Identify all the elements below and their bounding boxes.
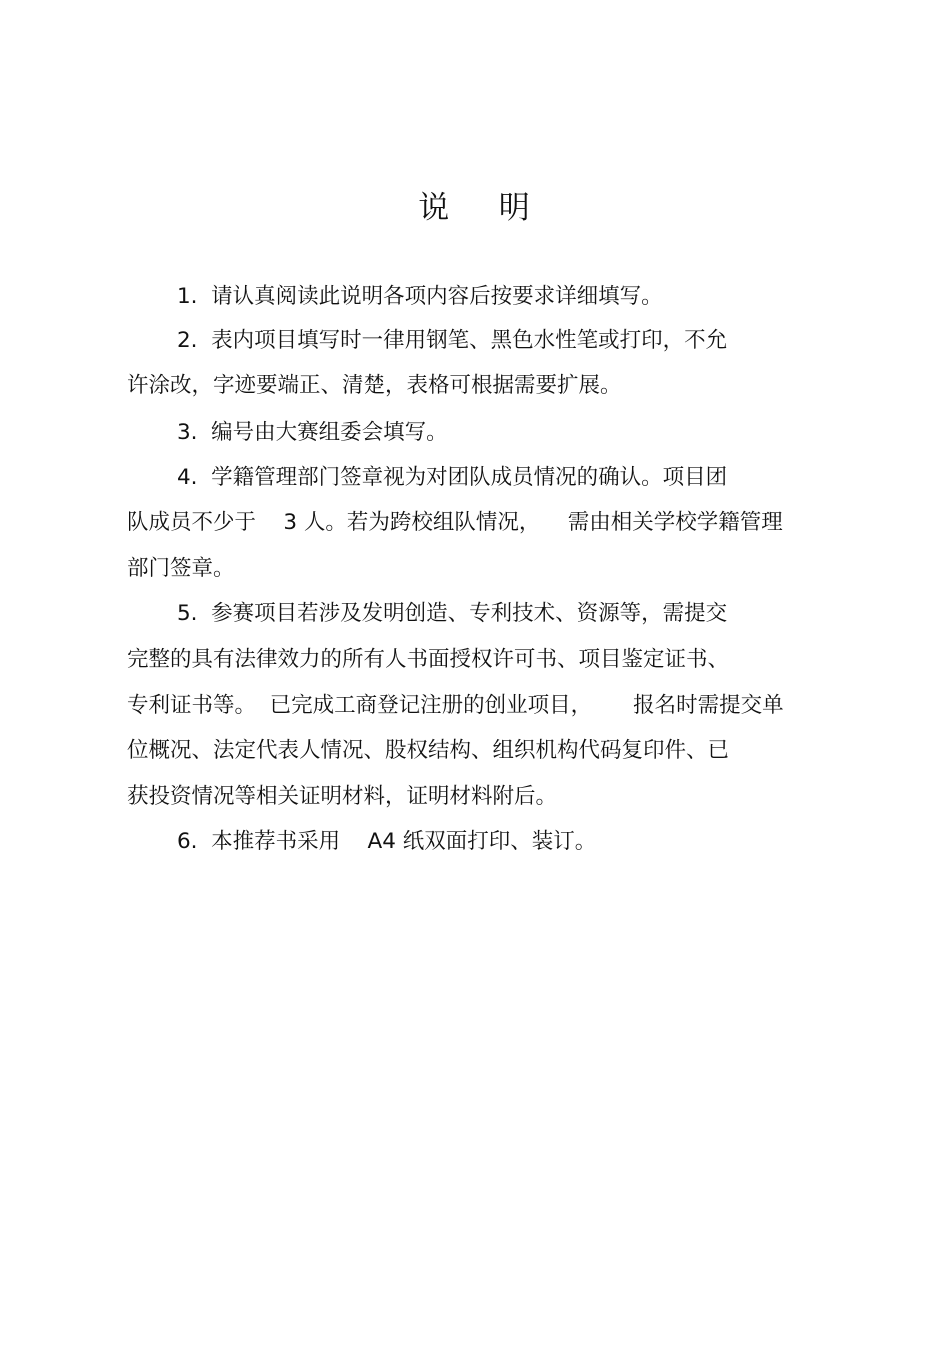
instruction-1-line-1: 1. 请认真阅读此说明各项内容后按要求详细填写。: [177, 284, 663, 309]
instruction-5-line-3: 专利证书等。 已完成工商登记注册的创业项目， 报名时需提交单: [127, 693, 784, 718]
instruction-2-line-1: 2. 表内项目填写时一律用钢笔、黑色水性笔或打印，不允: [177, 328, 728, 353]
instruction-5-line-4: 位概况、法定代表人情况、股权结构、组织机构代码复印件、已: [127, 738, 730, 763]
instruction-5-line-2: 完整的具有法律效力的所有人书面授权许可书、项目鉴定证书、: [127, 647, 730, 672]
instruction-5-line-5: 获投资情况等相关证明材料，证明材料附后。: [127, 784, 558, 809]
page-title: 说 明: [418, 190, 532, 226]
instruction-4-line-1: 4. 学籍管理部门签章视为对团队成员情况的确认。项目团: [177, 465, 728, 490]
instruction-3-line-1: 3. 编号由大赛组委会填写。: [177, 420, 448, 445]
instruction-4-line-3: 部门签章。: [127, 556, 235, 581]
instruction-6-line-1: 6. 本推荐书采用 A4 纸双面打印、装订。: [177, 829, 597, 854]
instruction-4-line-2: 队成员不少于 3 人。若为跨校组队情况， 需由相关学校学籍管理: [127, 510, 783, 535]
instruction-5-line-1: 5. 参赛项目若涉及发明创造、专利技术、资源等，需提交: [177, 601, 728, 626]
instruction-2-line-2: 许涂改，字迹要端正、清楚，表格可根据需要扩展。: [127, 373, 622, 398]
